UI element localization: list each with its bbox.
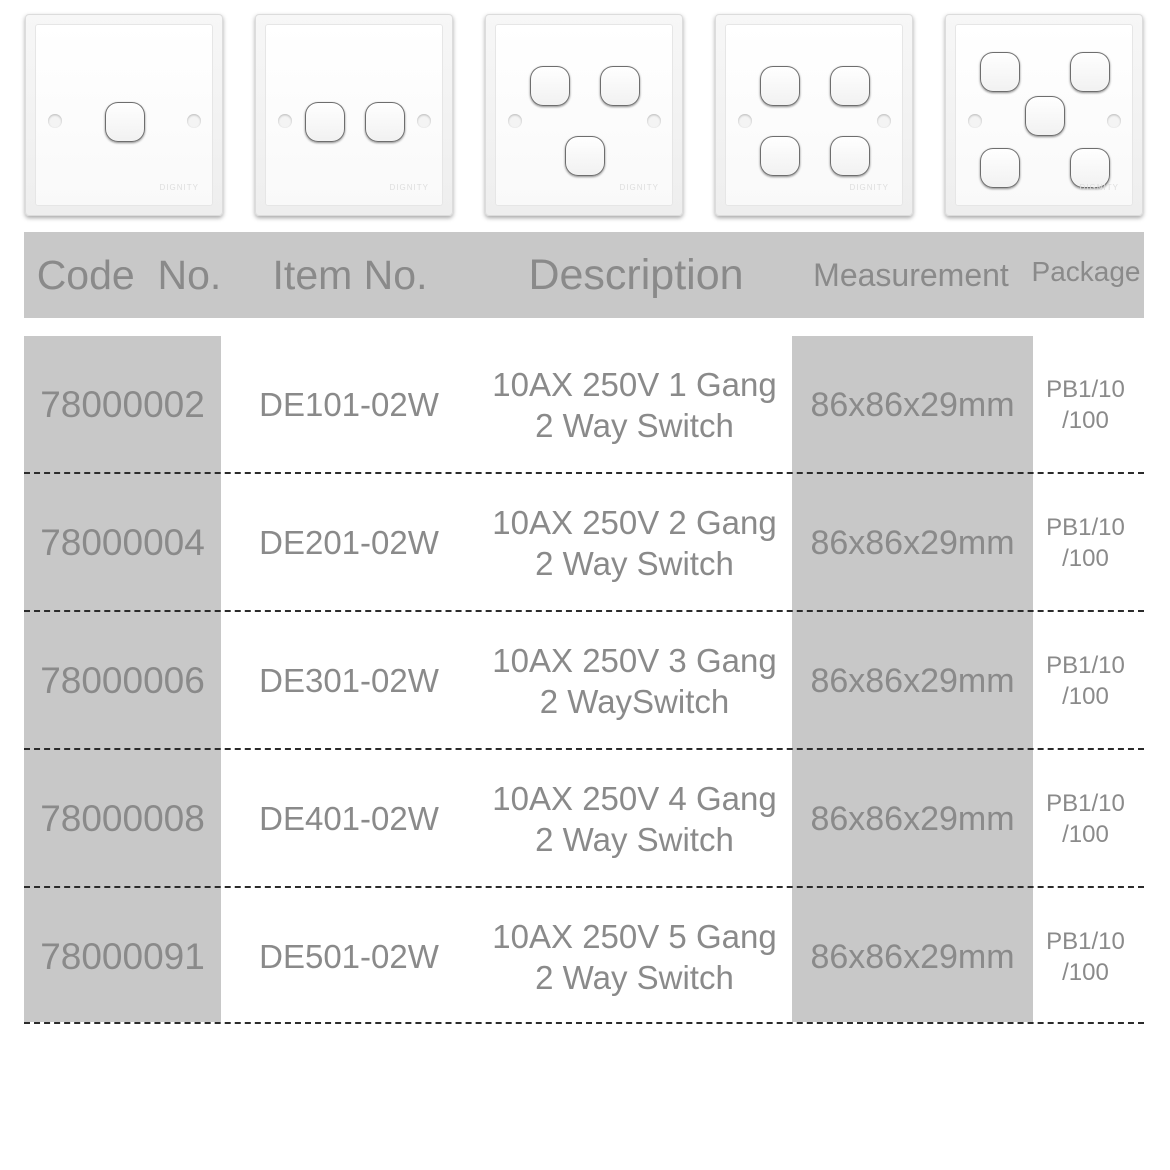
- switch-plate-2-gang: [255, 14, 453, 216]
- screw-hole: [417, 114, 431, 128]
- table-row: [24, 750, 1144, 888]
- code-cell: 78000004: [40, 522, 205, 563]
- description-line: 2 WaySwitch: [539, 683, 730, 720]
- header-description: Description: [528, 250, 744, 299]
- switch-plate-3-gang: [485, 14, 683, 216]
- brand-mark: DIGNITY: [849, 183, 889, 192]
- code-cell: 78000002: [40, 384, 205, 425]
- code-cell: 78000006: [40, 660, 205, 701]
- screw-hole: [187, 114, 201, 128]
- code-cell: 78000091: [40, 936, 205, 977]
- description-line: 2 Way Switch: [535, 407, 734, 444]
- screw-hole: [738, 114, 752, 128]
- rocker-button: [565, 136, 605, 176]
- description-line: 10AX 250V 5 Gang: [492, 918, 777, 955]
- table-row: [24, 336, 1144, 474]
- screw-hole: [508, 114, 522, 128]
- table-row: [24, 612, 1144, 750]
- row-divider: [24, 1022, 1144, 1024]
- package-line: PB1/10: [1046, 928, 1125, 955]
- package-cell: [1033, 336, 1138, 474]
- package-line: PB1/10: [1046, 790, 1125, 817]
- item-cell: DE201-02W: [259, 524, 439, 561]
- package-cell: [1033, 888, 1138, 1026]
- brand-mark: DIGNITY: [1079, 183, 1119, 192]
- item-cell: DE101-02W: [259, 386, 439, 423]
- package-cell: [1033, 474, 1138, 612]
- brand-mark: DIGNITY: [159, 183, 199, 192]
- header-measurement: Measurement: [813, 256, 1009, 293]
- rocker-button: [980, 52, 1020, 92]
- rocker-button: [830, 136, 870, 176]
- switch-plate-1-gang: [25, 14, 223, 216]
- rocker-button: [305, 102, 345, 142]
- screw-hole: [1107, 114, 1121, 128]
- description-line: 10AX 250V 1 Gang: [492, 366, 777, 403]
- screw-hole: [48, 114, 62, 128]
- screw-hole: [278, 114, 292, 128]
- package-line: /100: [1062, 959, 1109, 986]
- package-line: PB1/10: [1046, 376, 1125, 403]
- package-line: PB1/10: [1046, 652, 1125, 679]
- rocker-button: [1070, 148, 1110, 188]
- description-line: 10AX 250V 3 Gang: [492, 642, 777, 679]
- rocker-button: [760, 66, 800, 106]
- description-cell: [477, 750, 792, 888]
- rocker-button: [760, 136, 800, 176]
- switch-plate-4-gang: [715, 14, 913, 216]
- item-cell: DE501-02W: [259, 938, 439, 975]
- rocker-button: [1025, 96, 1065, 136]
- item-cell: DE401-02W: [259, 800, 439, 837]
- measurement-cell: 86x86x29mm: [810, 799, 1015, 838]
- description-cell: [477, 888, 792, 1026]
- header-package: Package: [1031, 256, 1141, 287]
- description-cell: [477, 612, 792, 750]
- switch-plate-5-gang: [945, 14, 1143, 216]
- description-line: 10AX 250V 4 Gang: [492, 780, 777, 817]
- rocker-button: [530, 66, 570, 106]
- package-line: /100: [1062, 821, 1109, 848]
- table-row: [24, 888, 1144, 1026]
- measurement-cell: 86x86x29mm: [810, 661, 1015, 700]
- brand-mark: DIGNITY: [619, 183, 659, 192]
- package-cell: [1033, 612, 1138, 750]
- item-cell: DE301-02W: [259, 662, 439, 699]
- rocker-button: [600, 66, 640, 106]
- screw-hole: [968, 114, 982, 128]
- package-line: PB1/10: [1046, 514, 1125, 541]
- rocker-button: [105, 102, 145, 142]
- header-item: Item No.: [272, 251, 428, 298]
- description-line: 2 Way Switch: [535, 545, 734, 582]
- description-cell: [477, 336, 792, 474]
- brand-mark: DIGNITY: [389, 183, 429, 192]
- table-header: [24, 232, 1144, 318]
- package-line: /100: [1062, 407, 1109, 434]
- code-cell: 78000008: [40, 798, 205, 839]
- screw-hole: [877, 114, 891, 128]
- package-cell: [1033, 750, 1138, 888]
- description-cell: [477, 474, 792, 612]
- header-code: Code No.: [36, 251, 222, 298]
- table-row: [24, 474, 1144, 612]
- description-line: 10AX 250V 2 Gang: [492, 504, 777, 541]
- description-line: 2 Way Switch: [535, 959, 734, 996]
- rocker-button: [830, 66, 870, 106]
- description-line: 2 Way Switch: [535, 821, 734, 858]
- package-line: /100: [1062, 545, 1109, 572]
- rocker-button: [1070, 52, 1110, 92]
- package-line: /100: [1062, 683, 1109, 710]
- rocker-button: [980, 148, 1020, 188]
- measurement-cell: 86x86x29mm: [810, 385, 1015, 424]
- measurement-cell: 86x86x29mm: [810, 937, 1015, 976]
- screw-hole: [647, 114, 661, 128]
- rocker-button: [365, 102, 405, 142]
- measurement-cell: 86x86x29mm: [810, 523, 1015, 562]
